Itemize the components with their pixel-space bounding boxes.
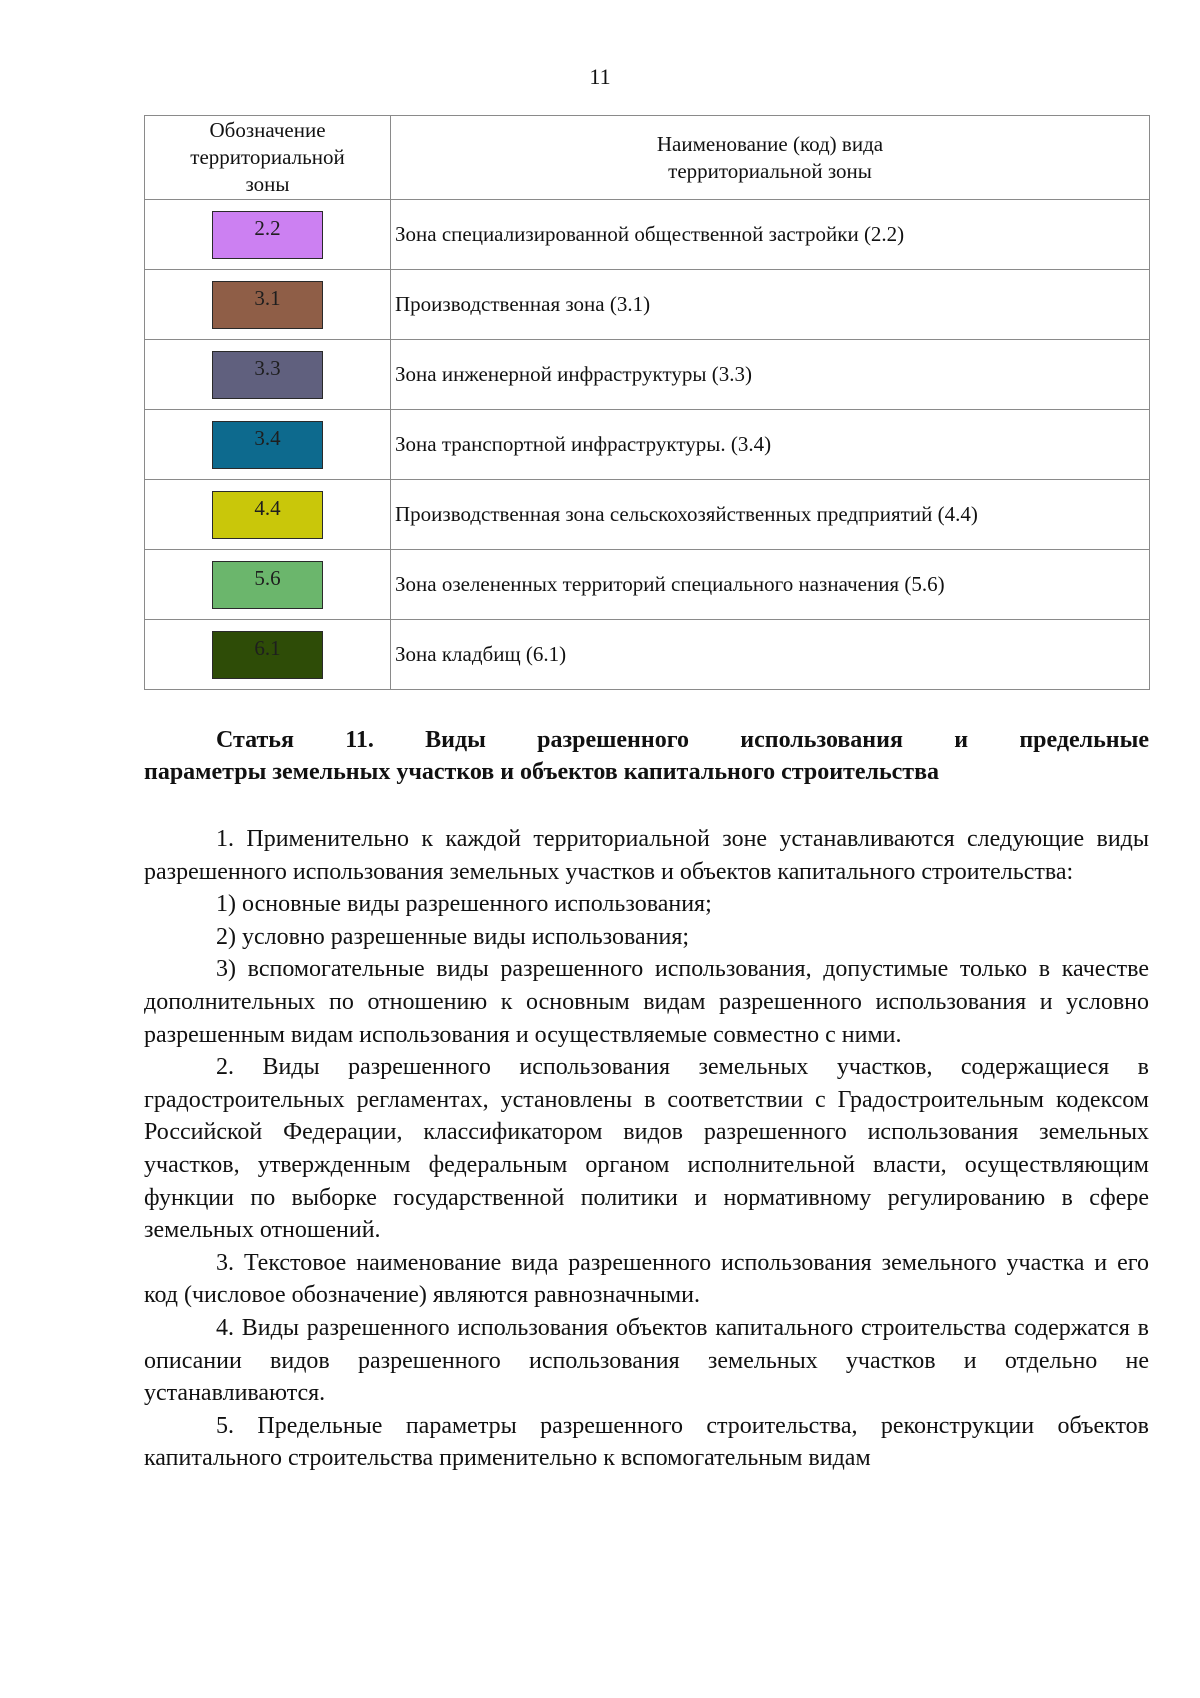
zone-code-cell: [145, 200, 391, 270]
zone-color-swatch: 4.4: [212, 491, 323, 539]
zone-code-cell: [145, 340, 391, 410]
zones-table: [144, 115, 1150, 690]
paragraph: 2) условно разрешенные виды использования;: [216, 923, 690, 950]
zone-code-cell: [145, 620, 391, 690]
paragraph: 4. Виды разрешенного использования объектов капитального строительства содержатся в описании видов разрешенного использования земельных участков и отдельно не устанавливаются.: [144, 1314, 1149, 1407]
zone-code-cell: [145, 410, 391, 480]
table-header-row: [145, 116, 1150, 200]
article-title-line-2: параметры земельных участков и объектов капитального строительства: [144, 759, 940, 785]
table-row: [145, 270, 1150, 340]
article-body: [144, 823, 1149, 1475]
paragraph: 3. Текстовое наименование вида разрешенного использования земельного участка и его код (числовое обозначение) являются равнозначными.: [144, 1249, 1149, 1309]
zone-color-swatch: 2.2: [212, 211, 323, 259]
article-title-line-1: Статья 11. Виды разрешенного использования и предельные: [216, 727, 1149, 753]
paragraph: 1) основные виды разрешенного использования;: [216, 891, 712, 918]
header-code: Обозначение территориальной зоны: [145, 116, 391, 200]
zone-name: Зона озелененных территорий специального назначения (5.6): [391, 550, 1150, 620]
zone-name: Производственная зона сельскохозяйственных предприятий (4.4): [391, 480, 1150, 550]
paragraph: 2. Виды разрешенного использования земельных участков, содержащиеся в градостроительных регламентах, установлены в соответствии с Градостроительным кодексом Российской Федерации, классификатором видов разрешенного использования земельных участков, утвержденным федеральным органом исполнительной власти, осуществляющим функции по выборке государственной политики и нормативному регулированию в сфере земельных отношений.: [144, 1054, 1149, 1244]
zone-color-swatch: 3.4: [212, 421, 323, 469]
zone-code-cell: [145, 480, 391, 550]
table-row: [145, 200, 1150, 270]
table-row: [145, 620, 1150, 690]
zone-code-cell: [145, 550, 391, 620]
paragraph: 5. Предельные параметры разрешенного строительства, реконструкции объектов капитального строительства применительно к вспомогательным видам: [144, 1412, 1149, 1472]
zone-color-swatch: 6.1: [212, 631, 323, 679]
header-name-text: Наименование (код) вида территориальной зоны: [656, 131, 884, 183]
zone-name: Производственная зона (3.1): [391, 270, 1150, 340]
page-number: 11: [589, 64, 611, 89]
header-name: [391, 116, 1150, 200]
zone-color-swatch: 5.6: [212, 561, 323, 609]
zone-code-cell: [145, 270, 391, 340]
table-row: [145, 340, 1150, 410]
zone-name: Зона специализированной общественной застройки (2.2): [391, 200, 1150, 270]
paragraph: 1. Применительно к каждой территориальной зоне устанавливаются следующие виды разрешенного использования земельных участков и объектов капитального строительства:: [144, 826, 1149, 885]
zone-color-swatch: 3.1: [212, 281, 323, 329]
table-row: [145, 410, 1150, 480]
paragraph: 3) вспомогательные виды разрешенного использования, допустимые только в качестве дополнительных по отношению к основным видам разрешенного использования и условно разрешенным видам использования и осуществляемые совместно с ними.: [144, 956, 1149, 1048]
zone-name: Зона транспортной инфраструктуры. (3.4): [391, 410, 1150, 480]
zone-name: Зона инженерной инфраструктуры (3.3): [391, 340, 1150, 410]
table-row: [145, 550, 1150, 620]
zone-color-swatch: 3.3: [212, 351, 323, 399]
zone-name: Зона кладбищ (6.1): [391, 620, 1150, 690]
table-row: [145, 480, 1150, 550]
article-title: [144, 724, 1149, 788]
